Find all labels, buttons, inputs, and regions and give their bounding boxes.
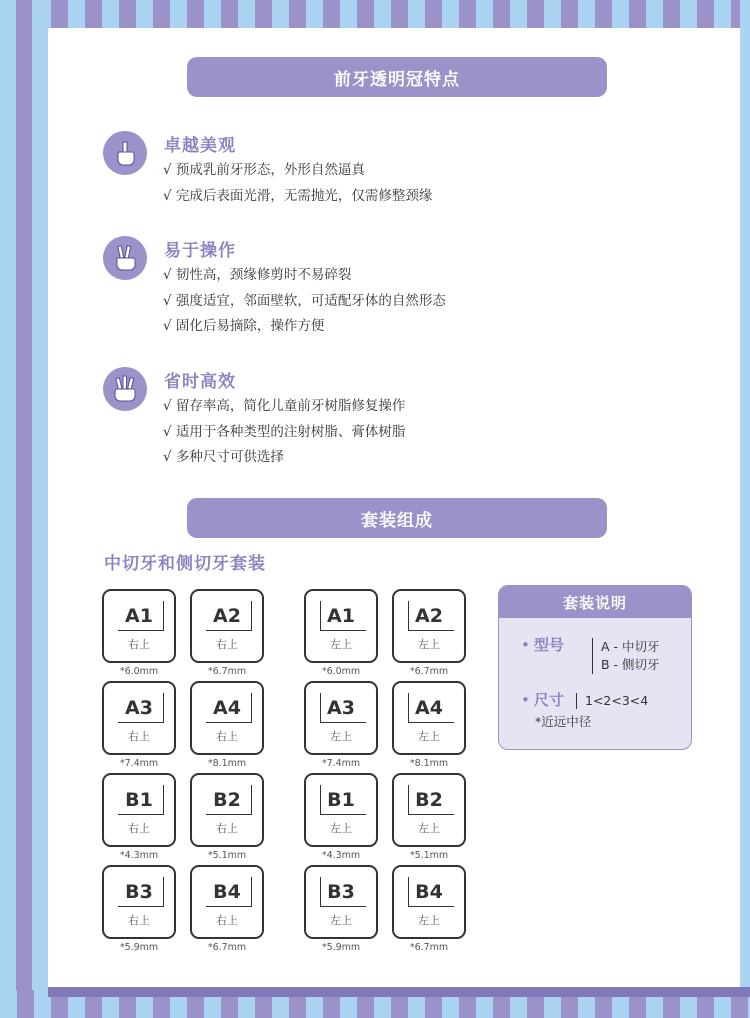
tooth-position: 右上 (128, 914, 150, 927)
tooth-position: 右上 (128, 822, 150, 835)
tooth-frame (392, 589, 466, 663)
tooth-code: A1 (327, 605, 355, 627)
feature-list-ease (163, 263, 446, 340)
tooth-card-right-a4 (190, 681, 264, 769)
hand-two-fingers-icon (103, 236, 147, 280)
legend-model-value: A - 中切牙 (601, 639, 660, 654)
tooth-card-left-b4 (392, 865, 466, 953)
feature-title-aesthetics: 卓越美观 (164, 136, 236, 156)
tooth-size: *6.7mm (207, 942, 247, 953)
tooth-code: A1 (125, 605, 153, 627)
tooth-position: 左上 (330, 822, 352, 835)
tooth-code: A2 (415, 605, 443, 627)
tooth-code: B3 (125, 881, 153, 903)
tooth-card-right-b1 (102, 773, 176, 861)
bottom-band (48, 987, 750, 997)
feature-point: √ 预成乳前牙形态，外形自然逼真 (163, 162, 365, 178)
tooth-code: A3 (125, 697, 153, 719)
tooth-card-right-a1 (102, 589, 176, 677)
tooth-card-right-b3 (102, 865, 176, 953)
left-stripe-border (0, 0, 48, 1018)
tooth-size: *5.9mm (321, 942, 361, 953)
hand-three-fingers-icon (103, 367, 147, 411)
legend-model-key: 型号 (533, 636, 564, 654)
feature-point: √ 韧性高，颈缘修剪时不易碎裂 (163, 267, 352, 283)
kit-subtitle: 中切牙和侧切牙套装 (104, 554, 266, 574)
feature-point: √ 多种尺寸可供选择 (163, 449, 284, 465)
tooth-position: 左上 (418, 822, 440, 835)
tooth-frame (304, 773, 378, 847)
tooth-card-right-b2 (190, 773, 264, 861)
tooth-position: 右上 (216, 914, 238, 927)
tooth-frame (392, 681, 466, 755)
tooth-position: 左上 (330, 914, 352, 927)
legend-model-value: B - 侧切牙 (601, 657, 660, 672)
feature-point: √ 适用于各种类型的注射树脂、膏体树脂 (163, 423, 406, 440)
tooth-frame (392, 865, 466, 939)
tooth-frame (190, 681, 264, 755)
tooth-frame (304, 865, 378, 939)
feature-point: √ 固化后易摘除，操作方便 (163, 318, 325, 334)
tooth-card-left-b2 (392, 773, 466, 861)
legend-size-row (521, 689, 564, 710)
tooth-position: 左上 (418, 914, 440, 927)
tooth-size: *6.7mm (409, 666, 449, 677)
bullet-dot-icon: • (521, 636, 530, 654)
tooth-position: 左上 (418, 638, 440, 651)
tooth-code: B3 (327, 881, 355, 903)
tooth-frame (190, 589, 264, 663)
legend-size-divider (576, 693, 648, 709)
feature-list-aesthetics (163, 158, 432, 209)
legend-size-note: *近远中径 (535, 714, 592, 729)
tooth-position: 右上 (216, 822, 238, 835)
tooth-size: *8.1mm (409, 758, 449, 769)
tooth-card-right-a3 (102, 681, 176, 769)
kit-section-header: 套装组成 (187, 498, 607, 538)
hand-one-finger-icon (103, 131, 147, 175)
tooth-position: 左上 (418, 730, 440, 743)
feature-title-ease: 易于操作 (164, 241, 236, 261)
tooth-position: 右上 (216, 638, 238, 651)
tooth-code: B1 (125, 789, 153, 811)
legend-size-key: 尺寸 (533, 691, 564, 709)
tooth-size: *5.9mm (119, 942, 159, 953)
tooth-size: *7.4mm (321, 758, 361, 769)
tooth-card-left-a3 (304, 681, 378, 769)
legend-model-row (521, 634, 564, 655)
tooth-size: *8.1mm (207, 758, 247, 769)
kit-legend-box (498, 585, 692, 750)
tooth-code: A4 (213, 697, 241, 719)
tooth-frame (102, 681, 176, 755)
tooth-frame (102, 773, 176, 847)
tooth-size: *6.0mm (321, 666, 361, 677)
feature-list-efficiency (163, 394, 405, 471)
tooth-size: *5.1mm (409, 850, 449, 861)
tooth-code: A4 (415, 697, 443, 719)
tooth-position: 右上 (128, 730, 150, 743)
tooth-frame (190, 773, 264, 847)
tooth-code: B2 (415, 789, 443, 811)
tooth-code: B1 (327, 789, 355, 811)
tooth-frame (102, 589, 176, 663)
tooth-code: B4 (213, 881, 241, 903)
tooth-size: *5.1mm (207, 850, 247, 861)
tooth-card-left-b3 (304, 865, 378, 953)
tooth-card-left-b1 (304, 773, 378, 861)
tooth-frame (392, 773, 466, 847)
tooth-card-left-a2 (392, 589, 466, 677)
tooth-size: *4.3mm (119, 850, 159, 861)
tooth-size: *6.0mm (119, 666, 159, 677)
bullet-dot-icon: • (521, 691, 530, 709)
tooth-position: 左上 (330, 638, 352, 651)
features-section-header: 前牙透明冠特点 (187, 57, 607, 97)
tooth-size: *6.7mm (207, 666, 247, 677)
legend-title: 套装说明 (499, 586, 691, 618)
legend-size-value: 1<2<3<4 (585, 693, 649, 708)
feature-title-efficiency: 省时高效 (164, 372, 236, 392)
tooth-card-left-a4 (392, 681, 466, 769)
tooth-size: *4.3mm (321, 850, 361, 861)
tooth-size: *6.7mm (409, 942, 449, 953)
tooth-frame (102, 865, 176, 939)
tooth-code: B4 (415, 881, 443, 903)
tooth-position: 右上 (128, 638, 150, 651)
tooth-code: B2 (213, 789, 241, 811)
tooth-code: A2 (213, 605, 241, 627)
right-border (740, 0, 750, 1018)
tooth-frame (190, 865, 264, 939)
tooth-card-left-a1 (304, 589, 378, 677)
tooth-code: A3 (327, 697, 355, 719)
tooth-card-right-a2 (190, 589, 264, 677)
feature-point: √ 留存率高，简化儿童前牙树脂修复操作 (163, 398, 406, 414)
tooth-card-right-b4 (190, 865, 264, 953)
tooth-position: 右上 (216, 730, 238, 743)
tooth-frame (304, 681, 378, 755)
tooth-frame (304, 589, 378, 663)
feature-point: √ 强度适宜，邻面壁软，可适配牙体的自然形态 (163, 292, 446, 309)
feature-point: √ 完成后表面光滑，无需抛光，仅需修整颈缘 (163, 187, 433, 204)
legend-model-values (592, 638, 660, 674)
tooth-position: 左上 (330, 730, 352, 743)
tooth-size: *7.4mm (119, 758, 159, 769)
